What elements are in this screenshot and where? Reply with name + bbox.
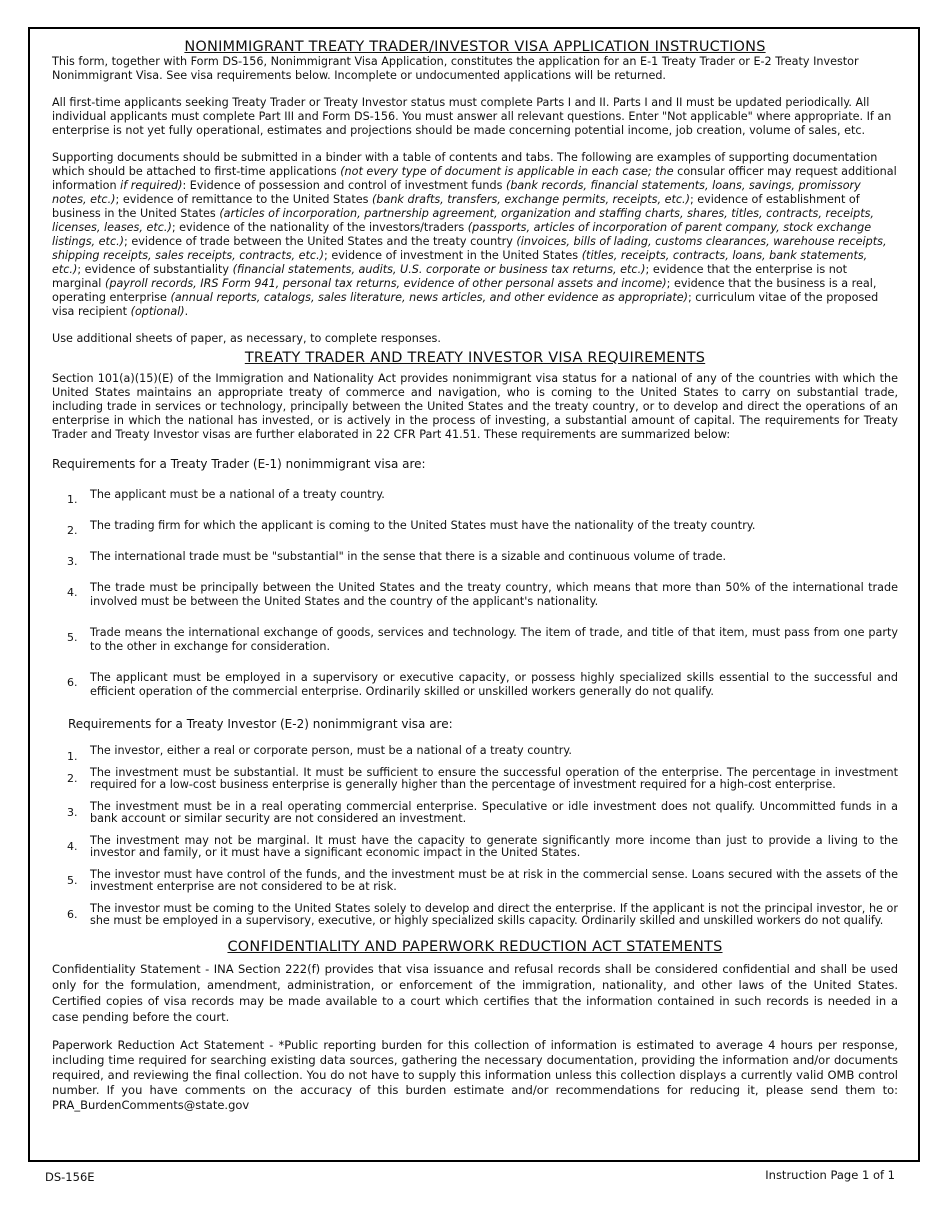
list-item: 5. Trade means the international exchange of goods, services and technology. The item of trade, and title of that item, must pass from one party to the other in exchange for consideration. — [67, 626, 898, 653]
requirements-title: TREATY TRADER AND TREATY INVESTOR VISA REQUIREMENTS — [244, 350, 706, 366]
confidentiality-title: CONFIDENTIALITY AND PAPERWORK REDUCTION ACT STATEMENTS — [227, 939, 723, 955]
list-item: 6. The applicant must be employed in a supervisory or executive capacity, or possess highly specialized skills essential to the successful and efficient operation of the commercial enterprise. Ordinarily skilled or unskilled workers generally do not qualify. — [67, 671, 898, 698]
list-item: 1. The investor, either a real or corporate person, must be a national of a treaty country. — [67, 744, 572, 763]
list-item: 5. The investor must have control of the funds, and the investment must be at risk in the commercial sense. Loans secured with the assets of the investment enterprise are not considered to be at risk. — [67, 868, 898, 893]
page-title: NONIMMIGRANT TREATY TRADER/INVESTOR VISA APPLICATION INSTRUCTIONS — [184, 39, 766, 55]
list-item: 4. The investment may not be marginal. It must have the capacity to generate significantly more income than just to provide a living to the investor and family, or it must have a significant economic impact in the United States. — [67, 834, 898, 859]
first-time-paragraph: All first-time applicants seeking Treaty Trader or Treaty Investor status must complete Parts I and II. Parts I and II must be updated periodically. All individual applicants must complete Part III and Form DS-156. You must answer all relevant questions. Enter "Not applicable" where appropriate. If an enterprise is not yet fully operational, estimates and projections should be made concerning potential income, job creation, volume of sales, etc. — [52, 96, 892, 137]
list-item: 3. The international trade must be "substantial" in the sense that there is a sizable and continuous volume of trade. — [67, 550, 727, 568]
form-id: DS-156E — [45, 1170, 95, 1184]
list-item: 3. The investment must be in a real operating commercial enterprise. Speculative or idle investment does not qualify. Uncommitted funds in a bank account or similar security are not considered an investment. — [67, 800, 898, 825]
e2-requirements-list — [52, 745, 898, 927]
confidentiality-statement: Confidentiality Statement - INA Section 222(f) provides that visa issuance and refusal records shall be considered confidential and shall be used only for the formulation, amendment, administration, or enforcement of the immigration, nationality, and other laws of the United States. Certified copies of visa records may be made available to a court which certifies that the information contained in such records is needed in a case pending before the court. — [52, 962, 898, 1024]
intro-paragraph: This form, together with Form DS-156, Nonimmigrant Visa Application, constitutes the application for an E-1 Treaty Trader or E-2 Treaty Investor Nonimmigrant Visa. See visa requirements below. Incomplete or undocumented applications will be returned. — [52, 55, 859, 82]
supporting-paragraph: Supporting documents should be submitted in a binder with a table of contents and tabs. The following are examples of supporting documentation which should be attached to first-time applications (not every type of document is applicable in each case; the consular officer may request additional information if required): Evidence of possession and control of investment funds (bank records, financial statements, loans, savings, promissory notes, etc.); evidence of remittance to the United States (bank drafts, transfers, exchange permits, receipts, etc.); evidence of establishment of business in the United States (articles of incorporation, partnership agreement, organization and staffing charts, shares, titles, contracts, receipts, licenses, leases, etc.); evidence of the nationality of the investors/traders (passports, articles of incorporation of parent company, stock exchange listings, etc.); evidence of trade between the United States and the treaty country (invoices, bills of lading, customs clearances, warehouse receipts, shipping receipts, sales receipts, contracts, etc.); evidence of investment in the United States (titles, receipts, contracts, loans, bank statements, etc.); evidence of substantiality (financial statements, audits, U.S. corporate or business tax returns, etc.); evidence that the enterprise is not marginal (payroll records, IRS Form 941, personal tax returns, evidence of other personal assets and income); evidence that the business is a real, operating enterprise (annual reports, catalogs, sales literature, news articles, and other evidence as appropriate); curriculum vitae of the proposed visa recipient (optional). — [52, 151, 897, 318]
paperwork-statement: Paperwork Reduction Act Statement - *Public reporting burden for this collection of information is estimated to average 4 hours per response, including time required for searching existing data sources, gathering the necessary documentation, providing the information and/or documents required, and reviewing the final collection. You do not have to supply this information unless this collection displays a currently valid OMB control number. If you have comments on the accuracy of this burden estimate and/or recommendations for reducing it, please send them to: PRA_BurdenComments@state.gov — [52, 1038, 898, 1112]
e1-requirements-list — [52, 488, 898, 699]
additional-sheets-note: Use additional sheets of paper, as necessary, to complete responses. — [52, 332, 441, 345]
section-paragraph: Section 101(a)(15)(E) of the Immigration and Nationality Act provides nonimmigrant visa status for a national of any of the countries with which the United States maintains an appropriate treaty of commerce and navigation, who is coming to the United States to carry on substantial trade, including trade in services or technology, principally between the United States and the treaty country, or to develop and direct the operations of an enterprise in which the national has invested, or is actively in the process of investing, a substantial amount of capital. The requirements for Treaty Trader and Treaty Investor visas are further elaborated in 22 CFR Part 41.51. These requirements are summarized below: — [52, 372, 898, 441]
list-item: 2. The trading firm for which the applicant is coming to the United States must have the nationality of the treaty country. — [67, 519, 756, 537]
page-number: Instruction Page 1 of 1 — [765, 1168, 895, 1182]
form-border — [28, 27, 920, 1162]
list-item: 1. The applicant must be a national of a treaty country. — [67, 488, 385, 506]
list-item: 4. The trade must be principally between the United States and the treaty country, which means that more than 50% of the international trade involved must be between the United States and the country of the applicant's nationality. — [67, 581, 898, 608]
list-item: 2. The investment must be substantial. It must be sufficient to ensure the successful operation of the enterprise. The percentage in investment required for a low-cost business enterprise is generally higher than the percentage of investment required for a high-cost enterprise. — [67, 766, 898, 791]
e2-heading: Requirements for a Treaty Investor (E-2) nonimmigrant visa are: — [68, 717, 453, 731]
e1-heading: Requirements for a Treaty Trader (E-1) nonimmigrant visa are: — [52, 457, 426, 471]
form-content — [52, 39, 898, 1113]
list-item: 6. The investor must be coming to the United States solely to develop and direct the enterprise. If the applicant is not the principal investor, he or she must be employed in a supervisory, executive, or highly specialized skills capacity. Ordinarily skilled and unskilled workers do not qualify. — [67, 902, 898, 927]
